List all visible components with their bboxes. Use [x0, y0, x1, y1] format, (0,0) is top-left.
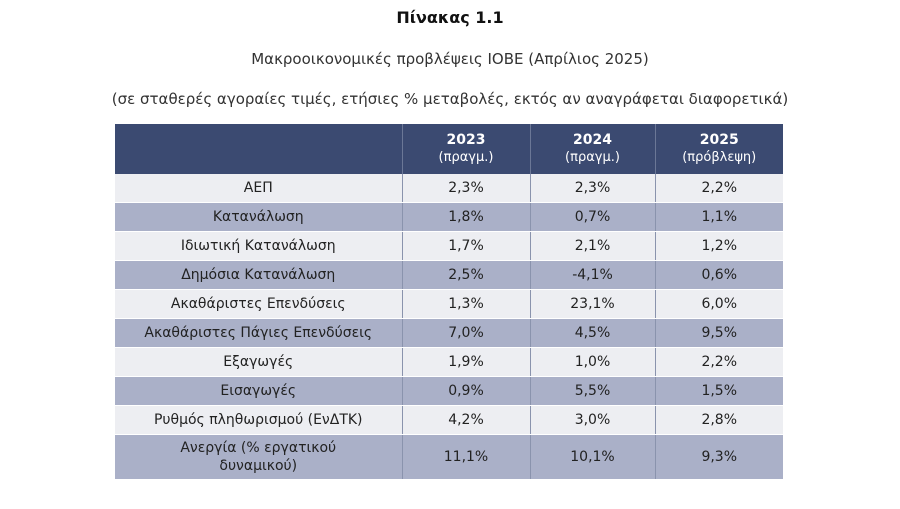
header-note: (πρόβλεψη): [682, 150, 757, 165]
header-year: 2024: [573, 132, 612, 148]
table-row: [115, 232, 783, 261]
table-row: [115, 261, 783, 290]
cell-2024: 1,0%: [530, 348, 655, 377]
table-row: [115, 406, 783, 435]
row-label: Κατανάλωση: [115, 203, 402, 232]
header-year: 2023: [446, 132, 486, 148]
cell-2024: 0,7%: [530, 203, 655, 232]
row-label-line: Ανεργία (% εργατικού: [180, 440, 337, 456]
row-label: ΑΕΠ: [115, 174, 402, 203]
cell-2024: -4,1%: [530, 261, 655, 290]
header-cell-2023: [402, 124, 530, 174]
cell-2025: 1,5%: [655, 377, 783, 406]
header-cell-2024: [530, 124, 655, 174]
cell-2024: 5,5%: [530, 377, 655, 406]
cell-2025: 9,3%: [655, 435, 783, 480]
row-label: Ρυθμός πληθωρισμού (ΕνΔΤΚ): [115, 406, 402, 435]
cell-2023: 1,3%: [402, 290, 530, 319]
table-row: [115, 290, 783, 319]
cell-2024: 10,1%: [530, 435, 655, 480]
cell-2023: 4,2%: [402, 406, 530, 435]
cell-2023: 11,1%: [402, 435, 530, 480]
table-title: Μακροοικονομικές προβλέψεις ΙΟΒΕ (Απρίλιος 2025): [251, 50, 649, 68]
cell-2025: 2,2%: [655, 174, 783, 203]
cell-2024: 4,5%: [530, 319, 655, 348]
row-label: Δημόσια Κατανάλωση: [115, 261, 402, 290]
row-label: Ακαθάριστες Πάγιες Επενδύσεις: [115, 319, 402, 348]
cell-2023: 0,9%: [402, 377, 530, 406]
table-row: [115, 377, 783, 406]
cell-2025: 0,6%: [655, 261, 783, 290]
cell-2023: 1,9%: [402, 348, 530, 377]
row-label: Ακαθάριστες Επενδύσεις: [115, 290, 402, 319]
row-label: [115, 435, 402, 480]
cell-2024: 2,1%: [530, 232, 655, 261]
table-row: [115, 203, 783, 232]
cell-2025: 2,2%: [655, 348, 783, 377]
header-note: (πραγμ.): [565, 150, 620, 165]
row-label: Ιδιωτική Κατανάλωση: [115, 232, 402, 261]
table-row: [115, 435, 783, 480]
cell-2023: 1,8%: [402, 203, 530, 232]
cell-2023: 2,3%: [402, 174, 530, 203]
cell-2025: 2,8%: [655, 406, 783, 435]
table-row: [115, 174, 783, 203]
cell-2025: 1,2%: [655, 232, 783, 261]
header-cell-2025: [655, 124, 783, 174]
table-subtitle: (σε σταθερές αγοραίες τιμές, ετήσιες % μεταβολές, εκτός αν αναγράφεται διαφορετικά): [111, 90, 789, 108]
cell-2023: 7,0%: [402, 319, 530, 348]
row-label: Εξαγωγές: [115, 348, 402, 377]
forecast-table: [115, 124, 783, 480]
cell-2025: 1,1%: [655, 203, 783, 232]
cell-2023: 2,5%: [402, 261, 530, 290]
cell-2024: 23,1%: [530, 290, 655, 319]
cell-2024: 3,0%: [530, 406, 655, 435]
table-header-row: [115, 124, 783, 174]
row-label: Εισαγωγές: [115, 377, 402, 406]
cell-2025: 9,5%: [655, 319, 783, 348]
table-number: Πίνακας 1.1: [396, 8, 504, 27]
table-row: [115, 319, 783, 348]
row-label-line: δυναμικού): [219, 458, 298, 474]
header-note: (πραγμ.): [438, 150, 494, 165]
cell-2023: 1,7%: [402, 232, 530, 261]
cell-2025: 6,0%: [655, 290, 783, 319]
cell-2024: 2,3%: [530, 174, 655, 203]
header-year: 2025: [699, 132, 739, 148]
table-row: [115, 348, 783, 377]
header-label-cell: [115, 124, 402, 174]
